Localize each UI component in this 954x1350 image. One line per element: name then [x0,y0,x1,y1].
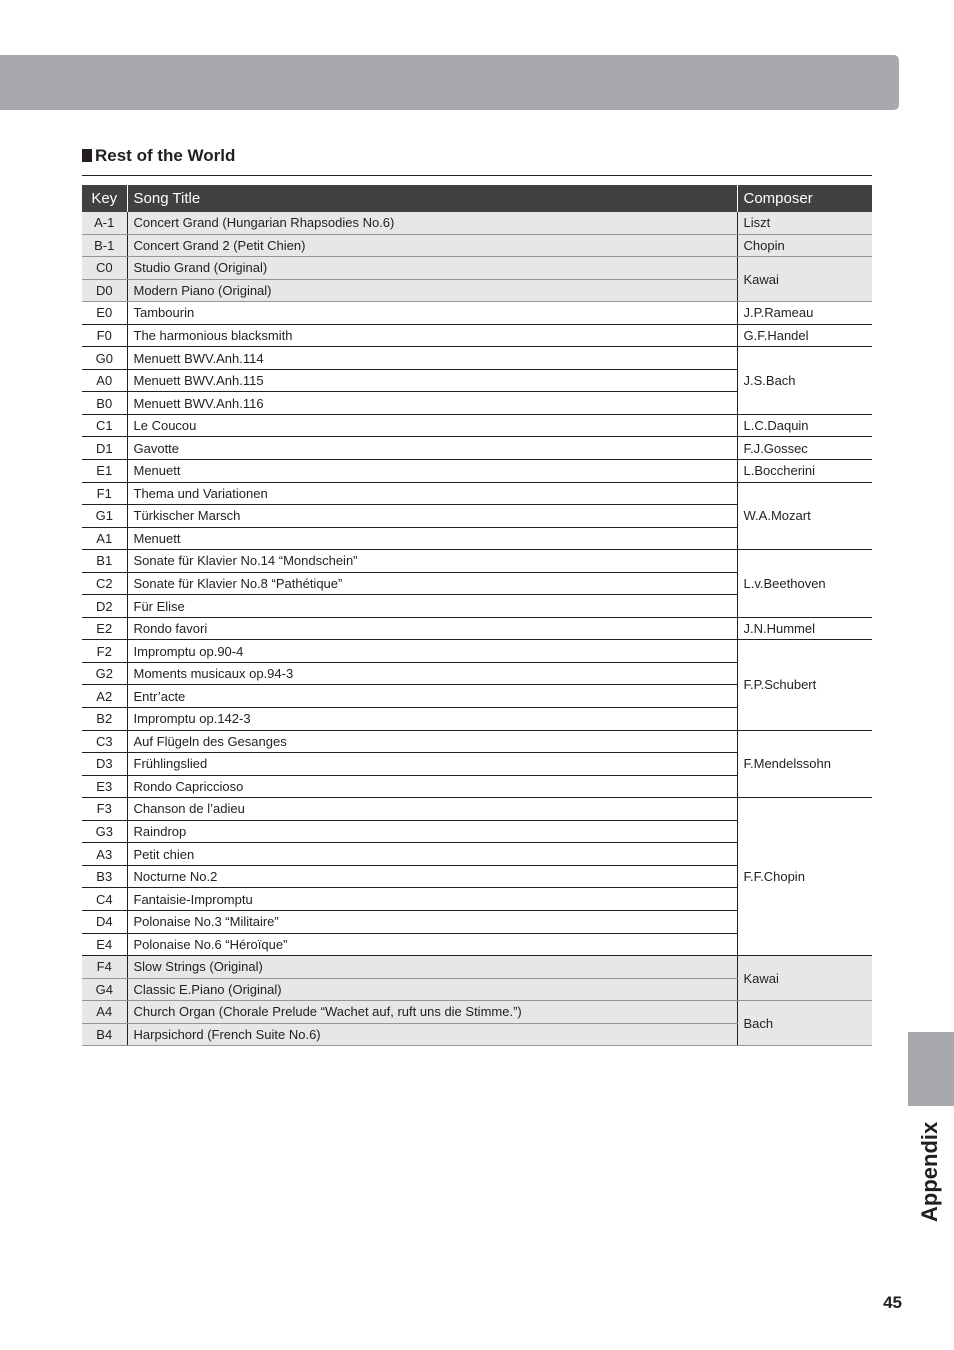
composer-cell: F.Mendelssohn [737,730,872,798]
key-cell: B-1 [82,234,127,257]
song-title-cell: Sonate für Klavier No.14 “Mondschein” [127,550,737,573]
key-cell: G2 [82,662,127,685]
key-cell: F1 [82,482,127,505]
table-row [82,1001,872,1024]
song-list-table [82,185,872,1046]
table-body [82,212,872,1046]
table-row [82,482,872,505]
table-row [82,324,872,347]
table-row [82,798,872,821]
table-row [82,730,872,753]
song-title-cell: Petit chien [127,843,737,866]
key-cell: C0 [82,257,127,280]
song-title-cell: Nocturne No.2 [127,865,737,888]
header-composer: Composer [737,185,872,212]
key-cell: C3 [82,730,127,753]
table-row [82,437,872,460]
heading-square-icon [82,149,92,162]
key-cell: E2 [82,617,127,640]
header-key: Key [82,185,127,212]
composer-cell: Liszt [737,212,872,234]
composer-cell: G.F.Handel [737,324,872,347]
song-title-cell: Rondo Capriccioso [127,775,737,798]
table-row [82,234,872,257]
key-cell: C4 [82,888,127,911]
table-row [82,550,872,573]
song-title-cell: Auf Flügeln des Gesanges [127,730,737,753]
song-title-cell: Impromptu op.142-3 [127,708,737,731]
song-title-cell: Menuett BWV.Anh.115 [127,369,737,392]
key-cell: B2 [82,708,127,731]
song-title-cell: Studio Grand (Original) [127,257,737,280]
song-title-cell: Moments musicaux op.94-3 [127,662,737,685]
table-row [82,212,872,234]
song-title-cell: Concert Grand (Hungarian Rhapsodies No.6) [127,212,737,234]
key-cell: B0 [82,392,127,415]
key-cell: F0 [82,324,127,347]
table-header-row [82,185,872,212]
page-number: 45 [883,1293,902,1312]
composer-cell: Kawai [737,956,872,1001]
composer-cell: J.N.Hummel [737,617,872,640]
key-cell: D1 [82,437,127,460]
composer-cell: Kawai [737,257,872,302]
song-title-cell: Sonate für Klavier No.8 “Pathétique” [127,572,737,595]
key-cell: F3 [82,798,127,821]
song-title-cell: Thema und Variationen [127,482,737,505]
key-cell: G4 [82,978,127,1001]
song-title-cell: Menuett [127,527,737,550]
section-heading [82,144,872,176]
key-cell: G3 [82,820,127,843]
song-title-cell: Menuett [127,460,737,483]
key-cell: E1 [82,460,127,483]
key-cell: D3 [82,753,127,776]
appendix-label: Appendix [917,1121,942,1222]
composer-cell: F.F.Chopin [737,798,872,956]
key-cell: E3 [82,775,127,798]
song-title-cell: Für Elise [127,595,737,618]
song-title-cell: Harpsichord (French Suite No.6) [127,1023,737,1046]
table-row [82,302,872,325]
composer-cell: J.S.Bach [737,347,872,415]
song-title-cell: Gavotte [127,437,737,460]
table-row [82,640,872,663]
song-title-cell: Polonaise No.3 “Militaire” [127,910,737,933]
composer-cell: Chopin [737,234,872,257]
song-title-cell: Tambourin [127,302,737,325]
song-title-cell: Menuett BWV.Anh.116 [127,392,737,415]
key-cell: A1 [82,527,127,550]
table-row [82,347,872,370]
song-title-cell: Menuett BWV.Anh.114 [127,347,737,370]
composer-cell: J.P.Rameau [737,302,872,325]
song-title-cell: Chanson de l’adieu [127,798,737,821]
key-cell: A-1 [82,212,127,234]
song-title-cell: The harmonious blacksmith [127,324,737,347]
song-title-cell: Impromptu op.90-4 [127,640,737,663]
song-title-cell: Rondo favori [127,617,737,640]
key-cell: D2 [82,595,127,618]
appendix-tab [908,1032,954,1106]
table-row [82,460,872,483]
song-title-cell: Entr’acte [127,685,737,708]
song-title-cell: Modern Piano (Original) [127,279,737,302]
header-song-title: Song Title [127,185,737,212]
song-title-cell: Raindrop [127,820,737,843]
key-cell: A0 [82,369,127,392]
song-title-cell: Türkischer Marsch [127,505,737,528]
table-row [82,956,872,979]
composer-cell: L.v.Beethoven [737,550,872,618]
key-cell: C1 [82,414,127,437]
key-cell: E4 [82,933,127,956]
song-title-cell: Polonaise No.6 “Héroïque” [127,933,737,956]
composer-cell: F.P.Schubert [737,640,872,730]
key-cell: E0 [82,302,127,325]
header-band [0,55,899,110]
song-title-cell: Fantaisie-Impromptu [127,888,737,911]
key-cell: B1 [82,550,127,573]
song-title-cell: Classic E.Piano (Original) [127,978,737,1001]
key-cell: F2 [82,640,127,663]
key-cell: G0 [82,347,127,370]
key-cell: G1 [82,505,127,528]
table-row [82,617,872,640]
section-title: Rest of the World [95,146,236,165]
song-title-cell: Church Organ (Chorale Prelude “Wachet auf, ruft uns die Stimme.”) [127,1001,737,1024]
table-row [82,257,872,280]
composer-cell: F.J.Gossec [737,437,872,460]
key-cell: A3 [82,843,127,866]
song-title-cell: Frühlingslied [127,753,737,776]
key-cell: B3 [82,865,127,888]
key-cell: A4 [82,1001,127,1024]
key-cell: A2 [82,685,127,708]
table-row [82,414,872,437]
key-cell: D0 [82,279,127,302]
composer-cell: L.C.Daquin [737,414,872,437]
composer-cell: L.Boccherini [737,460,872,483]
key-cell: F4 [82,956,127,979]
key-cell: D4 [82,910,127,933]
key-cell: C2 [82,572,127,595]
composer-cell: Bach [737,1001,872,1046]
song-title-cell: Concert Grand 2 (Petit Chien) [127,234,737,257]
song-title-cell: Slow Strings (Original) [127,956,737,979]
song-title-cell: Le Coucou [127,414,737,437]
key-cell: B4 [82,1023,127,1046]
composer-cell: W.A.Mozart [737,482,872,550]
